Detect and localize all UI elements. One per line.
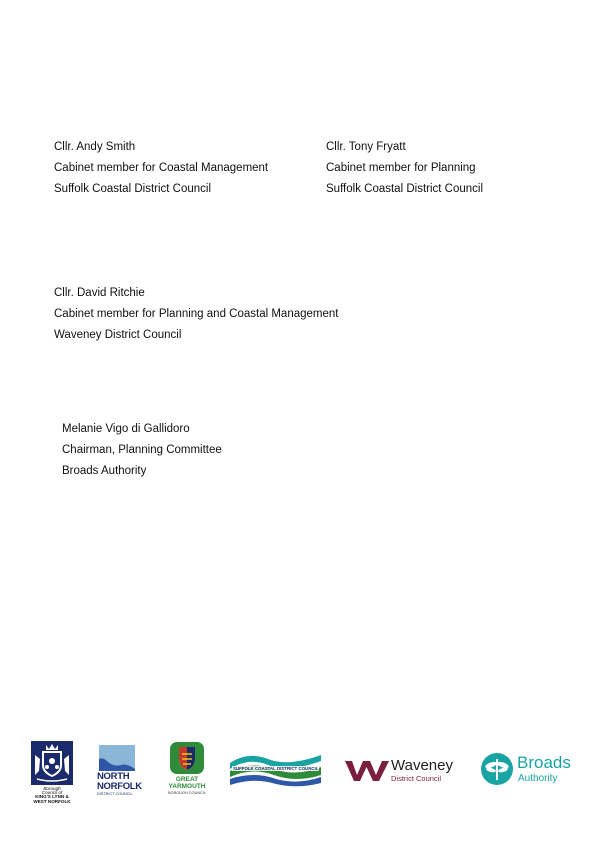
great-yarmouth-logo (166, 742, 208, 800)
signature-block-smith (54, 137, 268, 200)
logo-text-line: Council of (41, 790, 63, 795)
signatory-organisation: Waveney District Council (54, 329, 182, 341)
logo-text-line: NORFOLK (97, 781, 142, 792)
logo-text-line: NORTH (97, 771, 130, 782)
logo-text-line: YARMOUTH (168, 783, 206, 790)
logo-text-line: Waveney (391, 757, 453, 774)
shield-icon (166, 742, 208, 774)
logo-text-line: BOROUGH COUNCIL (168, 791, 206, 795)
w-mark-icon (344, 757, 390, 783)
signatory-role: Cabinet member for Planning (326, 162, 476, 174)
logo-text-line: SUFFOLK COASTAL DISTRICT COUNCIL (233, 766, 319, 771)
logo-text-line: WEST NORFOLK (33, 799, 71, 804)
logo-text-line: Broads (517, 753, 571, 772)
signatory-organisation: Suffolk Coastal District Council (54, 183, 212, 195)
logo-text-line: GREAT (175, 776, 199, 783)
signatory-role: Cabinet member for Coastal Management (54, 162, 269, 174)
signatory-name: Cllr. David Ritchie (54, 287, 145, 299)
logo-text-line: District Council (391, 774, 442, 783)
waveney-logo (344, 755, 456, 785)
signature-block-vigo (62, 419, 222, 482)
signatory-name: Cllr. Tony Fryatt (326, 141, 406, 153)
north-norfolk-logo (97, 745, 142, 801)
logo-text-line: DISTRICT COUNCIL (97, 792, 133, 796)
coastline-icon (97, 745, 137, 771)
broads-authority-logo (480, 750, 576, 788)
crest-icon (31, 741, 73, 785)
signatory-name: Cllr. Andy Smith (54, 141, 136, 153)
kings-lynn-logo (31, 741, 73, 803)
signatory-organisation: Broads Authority (62, 465, 147, 477)
dragonfly-icon (480, 752, 514, 786)
signatory-role: Chairman, Planning Committee (62, 444, 222, 456)
logo-text-line: Borough (43, 786, 61, 791)
logo-text-line: KING'S LYNN & (35, 794, 69, 799)
partner-logos (0, 738, 601, 808)
signatory-name: Melanie Vigo di Gallidoro (62, 423, 190, 435)
signature-block-ritchie (54, 283, 338, 346)
signatory-organisation: Suffolk Coastal District Council (326, 183, 484, 195)
logo-text-line: Authority (518, 773, 558, 784)
signature-block-fryatt (326, 137, 483, 200)
signatory-role: Cabinet member for Planning and Coastal Management (54, 308, 339, 320)
suffolk-coastal-logo (228, 751, 323, 789)
